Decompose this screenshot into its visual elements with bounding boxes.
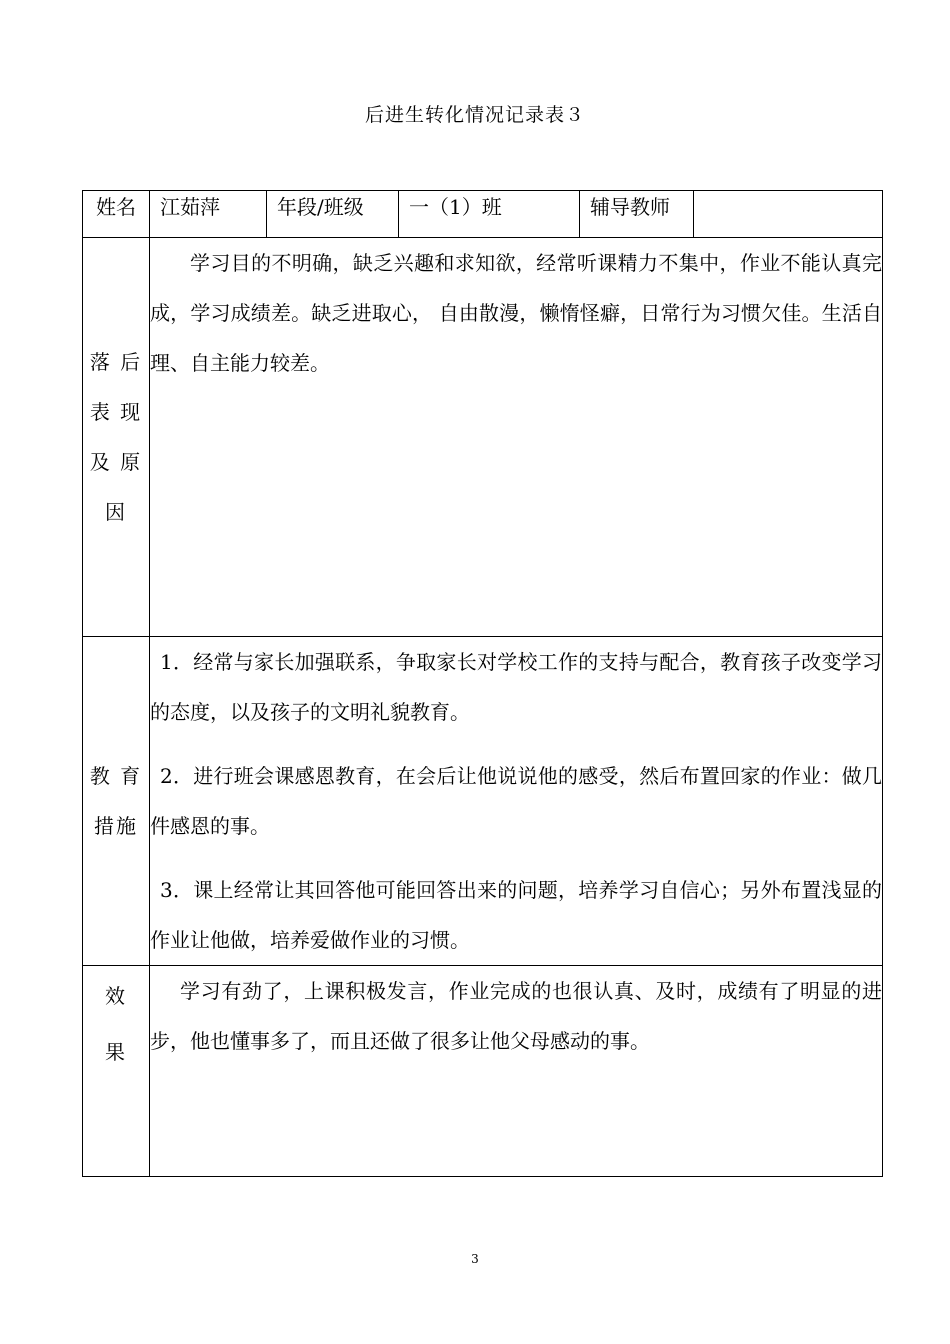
document-title: 后进生转化情况记录表３ — [364, 104, 585, 126]
reason-label-line: 因 — [105, 500, 127, 524]
effect-label-line: 果 — [105, 1040, 127, 1064]
measures-content — [150, 637, 883, 966]
measures-row — [83, 637, 883, 966]
measures-label — [83, 637, 150, 966]
effect-row — [83, 966, 883, 1177]
reason-label-line: 表 现 — [89, 400, 143, 424]
name-value: 江茹萍 — [150, 191, 267, 238]
class-label: 年段/班级 — [267, 191, 399, 238]
reason-text: 学习目的不明确，缺乏兴趣和求知欲，经常听课精力不集中，作业不能认真完成，学习成绩差。缺乏进取心， 自由散漫，懒惰怪癖，日常行为习惯欠佳。生活自理、自主能力较差。 — [150, 251, 882, 375]
effect-label-line: 效 — [105, 984, 127, 1008]
reason-content — [150, 238, 883, 637]
teacher-label: 辅导教师 — [580, 191, 694, 238]
header-row — [83, 191, 883, 238]
teacher-value — [694, 191, 883, 238]
effect-content — [150, 966, 883, 1177]
page-number: 3 — [471, 1252, 479, 1266]
reason-row — [83, 238, 883, 637]
measure-item-3: 3．课上经常让其回答他可能回答出来的问题，培养学习自信心；另外布置浅显的作业让他做，培养爱做作业的习惯。 — [150, 878, 882, 952]
measures-label-line: 措施 — [94, 814, 138, 838]
reason-label-line: 及 原 — [89, 450, 143, 474]
class-value: 一（1）班 — [399, 191, 580, 238]
reason-label — [83, 238, 150, 637]
record-table — [82, 190, 883, 1177]
effect-text: 学习有劲了，上课积极发言，作业完成的也很认真、及时，成绩有了明显的进步，他也懂事多了，而且还做了很多让他父母感动的事。 — [150, 979, 882, 1053]
effect-label — [83, 966, 150, 1177]
name-label: 姓名 — [83, 191, 150, 238]
measure-item-1: 1．经常与家长加强联系，争取家长对学校工作的支持与配合，教育孩子改变学习的态度，以及孩子的文明礼貌教育。 — [150, 650, 882, 724]
measure-item-2: 2．进行班会课感恩教育，在会后让他说说他的感受，然后布置回家的作业：做几件感恩的事。 — [150, 764, 882, 838]
measures-label-line: 教 育 — [89, 764, 143, 788]
reason-label-line: 落 后 — [89, 350, 143, 374]
